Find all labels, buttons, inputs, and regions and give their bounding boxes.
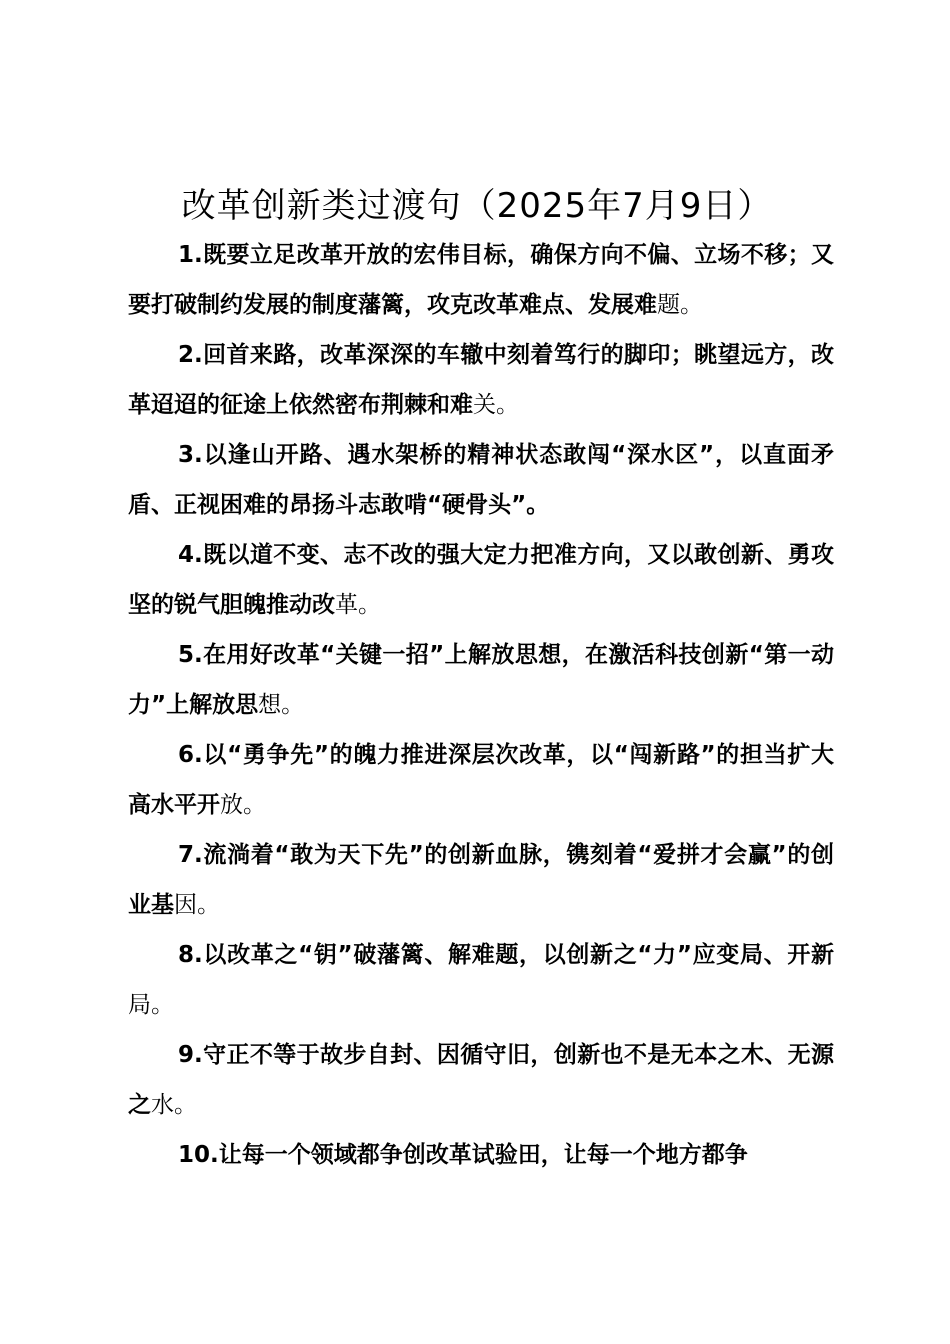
paragraph-7 xyxy=(128,830,834,930)
paragraph-bold-text: 5.在用好改革“关键一招”上解放思想，在激活科技创新“第一动力”上解放思 xyxy=(128,642,834,718)
paragraph-bold-text: 4.既以道不变、志不改的强大定力把准方向，又以敢创新、勇攻坚的锐气胆魄推动改 xyxy=(128,542,834,618)
paragraph-6 xyxy=(128,730,834,830)
paragraph-tail-text: 想。 xyxy=(258,692,305,718)
paragraph-4 xyxy=(128,530,834,630)
paragraph-bold-text: 10.让每一个领域都争创改革试验田，让每一个地方都争 xyxy=(178,1142,748,1168)
paragraph-8 xyxy=(128,930,834,1030)
paragraph-5 xyxy=(128,630,834,730)
paragraph-10 xyxy=(128,1130,834,1180)
paragraph-tail-text: 关。 xyxy=(473,392,519,418)
paragraph-tail-text: 放。 xyxy=(220,792,266,818)
paragraph-bold-text: 9.守正不等于故步自封、因循守旧，创新也不是无本之木、无源之 xyxy=(128,1042,834,1118)
paragraph-tail-text: 局。 xyxy=(128,992,174,1018)
paragraph-tail-text: 因。 xyxy=(174,892,220,918)
paragraph-tail-text: 题。 xyxy=(657,292,703,318)
paragraph-bold-text: 6.以“勇争先”的魄力推进深层次改革，以“闯新路”的担当扩大高水平开 xyxy=(128,742,834,818)
paragraph-bold-text: 7.流淌着“敢为天下先”的创新血脉，镌刻着“爱拼才会赢”的创业基 xyxy=(128,842,834,918)
document-title: 改革创新类过渡句（2025年7月9日） xyxy=(181,186,773,226)
paragraph-bold-text: 1.既要立足改革开放的宏伟目标，确保方向不偏、立场不移；又要打破制约发展的制度藩篱，攻克改革难点、发展难 xyxy=(128,242,834,318)
paragraph-bold-text: 2.回首来路，改革深深的车辙中刻着笃行的脚印；眺望远方，改革迢迢的征途上依然密布荆棘和难 xyxy=(128,342,834,418)
paragraph-tail-text: 革。 xyxy=(335,592,381,618)
paragraph-bold-text: 8.以改革之“钥”破藩篱、解难题，以创新之“力”应变局、开新 xyxy=(178,942,834,968)
paragraph-1 xyxy=(128,230,834,330)
paragraph-2 xyxy=(128,330,834,430)
paragraph-bold-text: 3.以逢山开路、遇水架桥的精神状态敢闯“深水区”，以直面矛盾、正视困难的昂扬斗志敢啃“硬骨头”。 xyxy=(128,442,834,518)
paragraph-tail-text: 水。 xyxy=(151,1092,197,1118)
paragraph-9 xyxy=(128,1030,834,1130)
document-body xyxy=(128,230,834,1180)
paragraph-3 xyxy=(128,430,834,530)
